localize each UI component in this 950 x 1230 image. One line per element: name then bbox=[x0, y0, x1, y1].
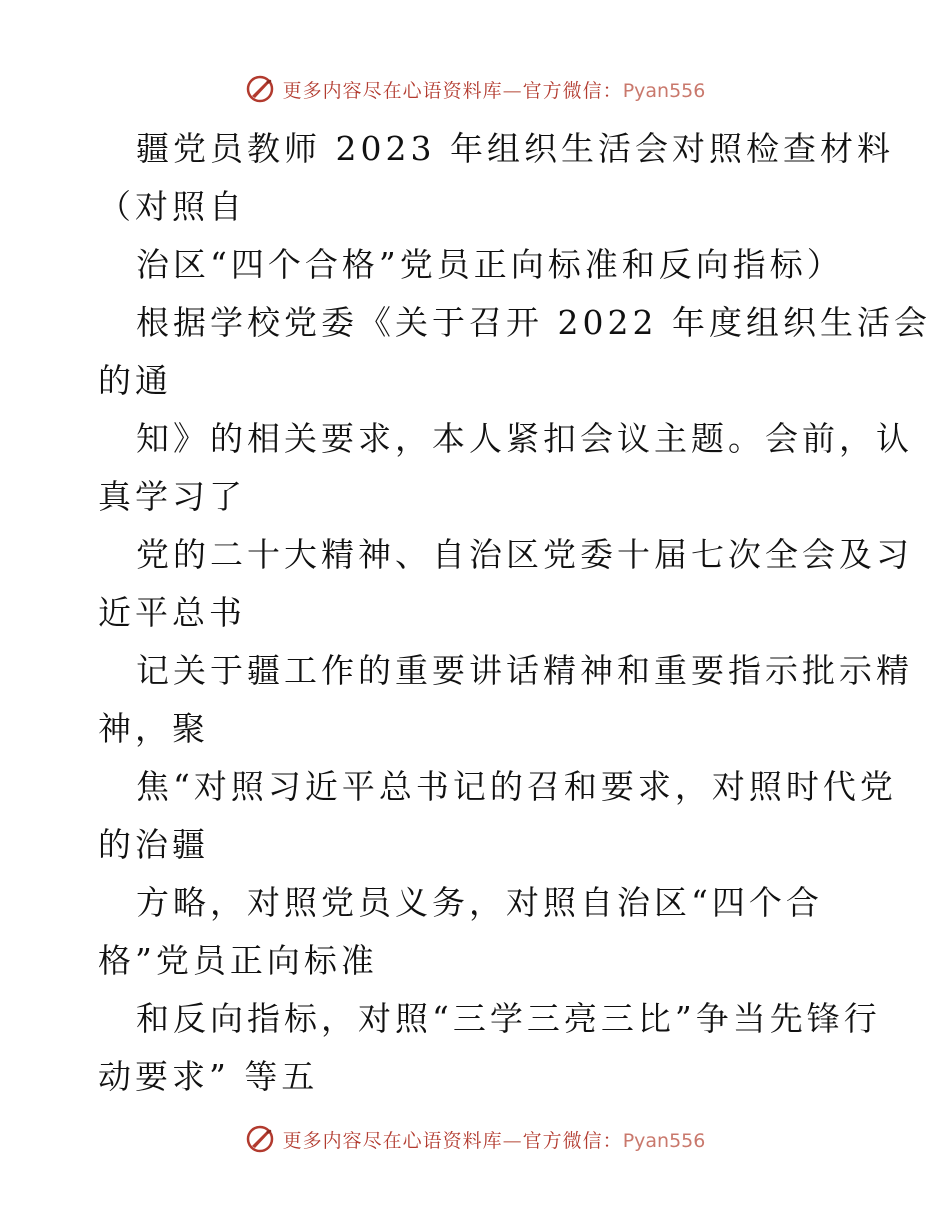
paragraph-line: 方略，对照党员义务，对照自治区“四个合 bbox=[136, 883, 823, 922]
subtitle-line: 治区“四个合格”党员正向标准和反向指标） bbox=[136, 245, 844, 284]
paragraph-line: 根据学校党委《关于召开 2022 年度组织生活会 bbox=[136, 303, 931, 342]
title-line-continued: （对照自 bbox=[98, 187, 246, 226]
paragraph-line: 格”党员正向标准 bbox=[98, 941, 378, 980]
watermark-text bbox=[283, 1126, 706, 1153]
watermark-header bbox=[0, 74, 950, 104]
paragraph-line: 党的二十大精神、自治区党委十届七次全会及习 bbox=[136, 535, 913, 574]
paragraph-line: 记关于疆工作的重要讲话精神和重要指示批示精 bbox=[136, 651, 913, 690]
watermark-id: Pyan556 bbox=[622, 1129, 706, 1152]
paragraph-line: 神，聚 bbox=[98, 709, 209, 748]
watermark-site: 更多内容尽在心语资料库 bbox=[282, 1129, 503, 1152]
paragraph-line: 焦“对照习近平总书记的召和要求，对照时代党 bbox=[136, 767, 897, 806]
paragraph-line: 动要求” 等五 bbox=[98, 1057, 319, 1096]
document-body bbox=[98, 120, 931, 1106]
quill-logo-icon bbox=[245, 1124, 275, 1154]
watermark-dash: — bbox=[502, 79, 523, 102]
title-line: 疆党员教师 2023 年组织生活会对照检查材料 bbox=[136, 129, 894, 168]
watermark-text bbox=[283, 76, 706, 103]
watermark-id: Pyan556 bbox=[622, 79, 706, 102]
watermark-site: 更多内容尽在心语资料库 bbox=[282, 79, 503, 102]
watermark-dash: — bbox=[502, 1129, 523, 1152]
paragraph-line: 和反向指标，对照“三学三亮三比”争当先锋行 bbox=[136, 999, 881, 1038]
paragraph-line: 的通 bbox=[98, 361, 172, 400]
paragraph-line: 真学习了 bbox=[98, 477, 246, 516]
paragraph-line: 的治疆 bbox=[98, 825, 209, 864]
paragraph-line: 近平总书 bbox=[98, 593, 246, 632]
paragraph-line: 知》的相关要求，本人紧扣会议主题。会前，认 bbox=[136, 419, 913, 458]
watermark-footer bbox=[0, 1124, 950, 1154]
watermark-label: 官方微信： bbox=[522, 1129, 623, 1152]
watermark-label: 官方微信： bbox=[522, 79, 623, 102]
quill-logo-icon bbox=[245, 74, 275, 104]
